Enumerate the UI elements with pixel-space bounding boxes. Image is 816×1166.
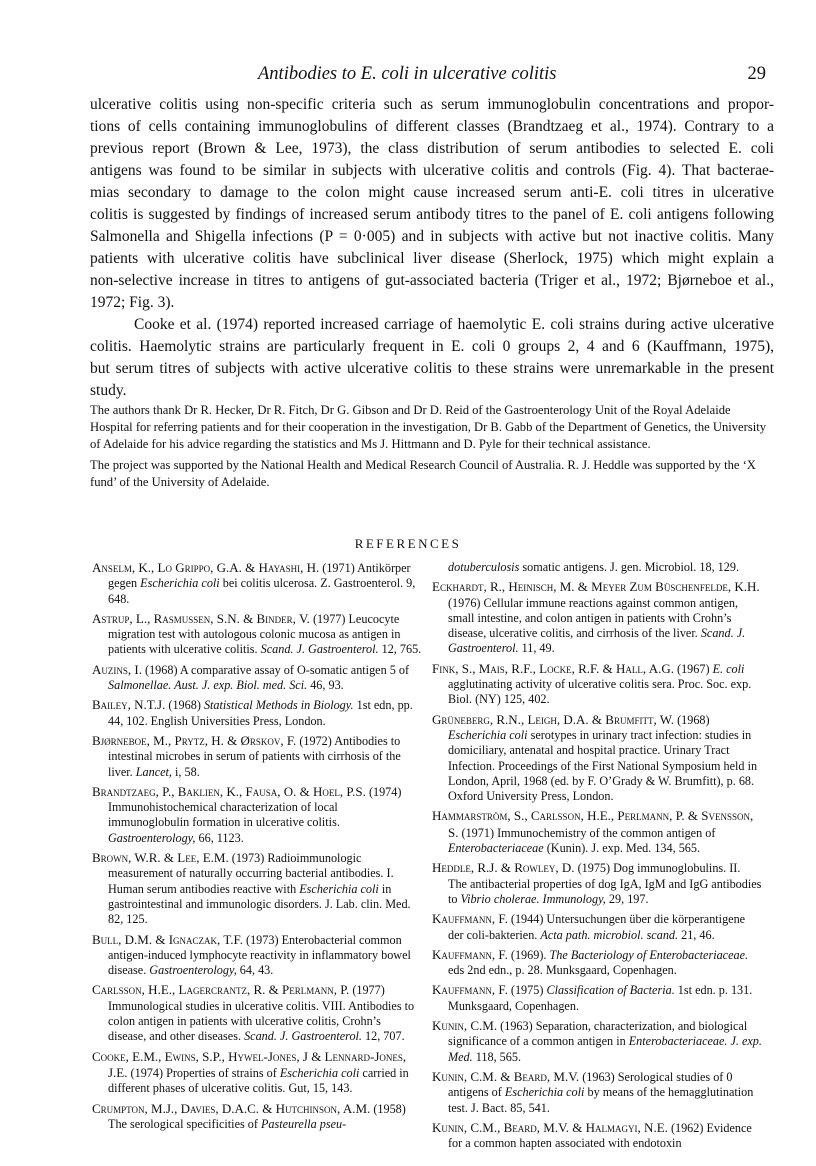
reference-source: agglutinating activity of ulcerative colitis sera. Proc. Soc. exp. Biol. (NY) 125, 402. xyxy=(448,677,752,707)
reference-text: (1968) A comparative assay of O-somatic antigen 5 of xyxy=(141,662,410,677)
reference-authors: Bjørneboe, M., Prytz, H. & Ørskov, F. xyxy=(92,732,297,748)
reference-authors: Brandtzaeg, P., Baklien, K., Fausa, O. & Hoel, P.S. xyxy=(92,783,366,799)
running-header xyxy=(90,64,770,90)
reference-entry xyxy=(432,808,762,856)
reference-entry xyxy=(432,1069,762,1116)
funding-paragraph: The project was supported by the National Health and Medical Research Council of Australia. R. J. Heddle was supported by the ‘X fund’ of the University of Adelaide. xyxy=(90,458,756,490)
body-line: Cooke et al. (1974) reported increased carriage of haemolytic E. coli strains during active ulcerative xyxy=(134,316,774,333)
reference-italic: Lancet, xyxy=(135,764,172,779)
reference-italic: Scand. J. Gastroenterol. xyxy=(260,642,379,657)
reference-entry xyxy=(92,662,422,694)
reference-authors: Cooke, E.M., Ewins, S.P., Hywel-Jones, J & Lennard-Jones, J.E. xyxy=(92,1048,407,1080)
reference-source: 12, 765. xyxy=(378,642,422,657)
reference-italic: Escherichia coli xyxy=(279,1065,360,1080)
reference-source: by means of the hemagglutination test. J. Bact. 85, 541. xyxy=(448,1085,754,1115)
reference-entry xyxy=(432,1018,762,1065)
reference-entry xyxy=(432,560,762,575)
reference-authors: Crumpton, M.J., Davies, D.A.C. & Hutchinson, A.M. xyxy=(92,1100,371,1116)
reference-text: (1968) xyxy=(165,698,204,713)
reference-text: (1975) Dog immunoglobulins. II. The antibacterial properties of dog IgA, IgM and IgG antibodies to xyxy=(448,861,762,906)
reference-authors: Heddle, R.J. & Rowley, D. xyxy=(432,860,575,876)
reference-italic: Enterobacteriaceae. J. exp. Med. xyxy=(448,1034,762,1064)
reference-text: (1974) Immunohistochemical characterization of local immunoglobulin formation in ulcerative colitis. xyxy=(108,784,402,830)
acknowledgement-paragraph: The authors thank Dr R. Hecker, Dr R. Fitch, Dr G. Gibson and Dr D. Reid of the Gastroenterology Unit of the Royal Adelaide Hospital for referring patients and for their cooperation in the investigation, Dr B. Gabb of the Department of Genetics, the University of Adelaide for his advice regarding the statistics and Ms J. Hittmann and D. Pyle for their technical assistance. xyxy=(90,403,767,451)
reference-source: i, 58. xyxy=(171,764,200,779)
references-right-column xyxy=(432,560,762,1155)
reference-source: 1st edn. p. 131. Munksgaard, Copenhagen. xyxy=(448,983,753,1013)
reference-text: (1967) xyxy=(673,661,713,676)
reference-text: (1974) Properties of strains of xyxy=(127,1065,280,1080)
reference-source: 11, 49. xyxy=(518,641,555,656)
reference-authors: Kauffmann, F. xyxy=(432,911,508,927)
page-number: 29 xyxy=(747,64,766,84)
reference-italic: Escherichia coli xyxy=(140,576,220,591)
reference-entry xyxy=(92,733,422,780)
references-heading: REFERENCES xyxy=(354,536,462,551)
body-line: patients with ulcerative colitis have subclinical liver disease (Sherlock, 1975) which might explain a xyxy=(90,250,774,267)
references-left-column xyxy=(92,560,422,1136)
body-line: ulcerative colitis using non-specific criteria such as serum immunoglobulin concentrations and propor- xyxy=(90,96,774,113)
reference-text: (1968) xyxy=(674,712,710,727)
reference-authors: Kauffmann, F. xyxy=(432,982,508,998)
body-line: antigens was found to be similar in subjects with ulcerative colitis and controls (Fig. 4). That bacterae- xyxy=(90,162,774,179)
reference-text: (1944) Untersuchungen über die körperantigene der coli-bakterien. xyxy=(448,912,746,942)
reference-entry xyxy=(92,932,422,979)
body-paragraph xyxy=(90,314,774,402)
reference-source: somatic antigens. J. gen. Microbiol. 18, 129. xyxy=(519,560,740,574)
reference-entry xyxy=(432,579,762,656)
reference-italic: The Bacteriology of Enterobacteriaceae. xyxy=(549,947,749,962)
reference-authors: Grüneberg, R.N., Leigh, D.A. & Brumfitt, W. xyxy=(432,711,675,727)
reference-authors: Kunin, C.M. & Beard, M.V. xyxy=(432,1068,580,1084)
body-line: tions of cells containing immunoglobulins of different classes (Brandtzaeg et al., 1974). Contrary to a xyxy=(90,118,774,135)
body-text xyxy=(90,94,774,402)
reference-source: eds 2nd edn., p. 28. Munksgaard, Copenhagen. xyxy=(448,963,677,978)
reference-italic: Salmonellae. Aust. J. exp. Biol. med. Sci. xyxy=(108,678,308,693)
reference-entry xyxy=(432,1120,762,1152)
body-line: study. xyxy=(90,382,127,399)
reference-source: 12, 707. xyxy=(361,1029,405,1044)
body-line: colitis. Haemolytic strains are particularly frequent in E. coli 0 groups 2, 4 and 6 (Kauffmann, 1975), xyxy=(90,338,774,355)
running-title: Antibodies to E. coli in ulcerative colitis xyxy=(258,64,557,84)
body-line: previous report (Brown & Lee, 1973), the class distribution of serum antibodies to selected E. coli xyxy=(90,140,774,157)
body-line: non-selective increase in titres to antigens of gut-associated bacteria (Triger et al., 1972; Bjørneboe et al., xyxy=(90,272,774,289)
reference-text: (1977) Leucocyte migration test with autologous colonic mucosa as antigen in patients with ulcerative colitis. xyxy=(108,611,401,657)
reference-italic: E. coli xyxy=(712,661,745,676)
reference-source: serotypes in urinary tract infection: studies in domiciliary, antenatal and hospital practice. Urinary Tract Infection. Proceedings of the First National Symposium held in London, April, 1968 (ed. by F. O’Grady & W. Brumfitt), p. 68. Oxford University Press, London. xyxy=(448,727,758,804)
reference-authors: Hammarström, S., Carlsson, H.E., Perlmann, P. & Svensson, S. xyxy=(432,808,754,840)
reference-source: bei colitis ulcerosa. Z. Gastroenterol. 9, 648. xyxy=(108,576,416,606)
reference-text: (1963) Serological studies of 0 antigens of xyxy=(448,1069,733,1100)
reference-entry xyxy=(432,911,762,943)
body-paragraph xyxy=(90,94,774,314)
reference-authors: Eckhardt, R., Heinisch, M. & Meyer Zum Büschenfelde, K.H. xyxy=(432,579,760,595)
body-line: 1972; Fig. 3). xyxy=(90,294,175,311)
reference-text: (1962) Evidence for a common hapten associated with endotoxin xyxy=(448,1120,752,1151)
reference-entry xyxy=(92,697,422,729)
reference-entry xyxy=(432,982,762,1014)
reference-italic: Scand. J. Gastroenterol. xyxy=(244,1029,362,1044)
reference-source: 29, 197. xyxy=(605,891,649,906)
reference-italic: Scand. J. Gastroenterol. xyxy=(448,626,746,656)
reference-source: 66, 1123. xyxy=(195,830,244,845)
reference-entry xyxy=(432,712,762,805)
reference-source: in gastrointestinal and immunologic disorders. J. Lab. clin. Med. 82, 125. xyxy=(108,881,411,927)
reference-text: (1971) Antikörper gegen xyxy=(108,561,411,591)
reference-text: (1976) Cellular immune reactions against common antigen, small intestine, and colon antigen in patients with Crohn’s disease, ulcerative colitis, and cirrhosis of the liver. xyxy=(448,595,739,641)
reference-text: (1971) Immunochemistry of the common antigen of xyxy=(458,825,716,840)
reference-authors: Auzins, I. xyxy=(92,661,142,677)
reference-authors: Anselm, K., Lo Grippo, G.A. & Hayashi, H. xyxy=(92,560,320,575)
reference-italic: Escherichia coli xyxy=(299,881,379,896)
reference-source: 64, 43. xyxy=(236,963,274,978)
reference-source: 1st edn, pp. 44, 102. English Universities Press, London. xyxy=(108,698,413,728)
reference-entry xyxy=(92,1101,422,1133)
reference-authors: Fink, S., Mais, R.F., Locke, R.F. & Hall, A.G. xyxy=(432,660,674,676)
reference-text: (1972) Antibodies to intestinal microbes in serum of patients with cirrhosis of the liver. xyxy=(108,733,401,779)
reference-authors: Kunin, C.M., Beard, M.V. & Halmagyi, N.E. xyxy=(432,1119,668,1135)
reference-authors: Kauffmann, F. xyxy=(432,946,508,962)
reference-italic: Escherichia coli xyxy=(448,727,528,742)
reference-entry xyxy=(92,560,422,607)
reference-authors: Bull, D.M. & Ignaczak, T.F. xyxy=(92,931,243,947)
reference-text: (1958) The serological specificities of xyxy=(108,1101,406,1131)
reference-entry xyxy=(92,784,422,846)
reference-entry xyxy=(92,611,422,658)
reference-authors: Bailey, N.T.J. xyxy=(92,697,166,713)
reference-entry xyxy=(92,982,422,1044)
reference-italic: Acta path. microbiol. scand. xyxy=(540,927,679,942)
reference-italic: Classification of Bacteria. xyxy=(546,983,675,998)
body-line: mias secondary to damage to the colon might cause increased serum anti-E. coli titres in ulcerative xyxy=(90,184,774,201)
body-line: colitis is suggested by findings of increased serum antibody titres to the panel of E. coli antigens following xyxy=(90,206,774,223)
reference-italic: Gastroenterology, xyxy=(108,830,196,845)
reference-authors: Astrup, L., Rasmussen, S.N. & Binder, V. xyxy=(92,610,310,626)
reference-italic: Vibrio cholerae. Immunology, xyxy=(460,891,606,906)
reference-entry xyxy=(432,947,762,979)
reference-text: (1973) Enterobacterial common antigen-induced lymphocyte reactivity in inflammatory bowel disease. xyxy=(108,932,411,978)
reference-authors: Carlsson, H.E., Lagercrantz, R. & Perlmann, P. xyxy=(92,982,350,998)
reference-italic: Pasteurella pseu- xyxy=(260,1116,347,1131)
reference-text: (1975) xyxy=(507,983,547,998)
reference-text: (1977) Immunological studies in ulcerative colitis. VIII. Antibodies to colon antigen in patients with ulcerative colitis, Crohn’s disease, and other diseases. xyxy=(108,983,415,1044)
reference-entry xyxy=(92,1049,422,1097)
reference-source: (Kunin). J. exp. Med. 134, 565. xyxy=(543,841,701,856)
reference-entry xyxy=(432,661,762,708)
body-line: Salmonella and Shigella infections (P = 0·005) and in subjects with active but not inactive colitis. Many xyxy=(90,228,774,245)
reference-source: 21, 46. xyxy=(678,927,715,942)
reference-entry xyxy=(432,860,762,907)
reference-authors: Brown, W.R. & Lee, E.M. xyxy=(92,850,229,866)
reference-italic: dotuberculosis xyxy=(448,560,520,574)
reference-authors: Kunin, C.M. xyxy=(432,1018,498,1034)
reference-source: 46, 93. xyxy=(307,678,344,693)
reference-entry xyxy=(92,850,422,927)
body-line: but serum titres of subjects with active ulcerative colitis to these strains were unremarkable in the present xyxy=(90,360,774,377)
reference-italic: Gastroenterology, xyxy=(149,963,237,978)
acknowledgements xyxy=(90,402,774,496)
reference-italic: Enterobacteriaceae xyxy=(448,841,544,856)
reference-italic: Escherichia coli xyxy=(504,1085,585,1100)
reference-text: (1973) Radioimmunologic measurement of naturally occurring bacterial antibodies. I. Human serum antibodies reactive with xyxy=(108,851,394,896)
reference-source: 118, 565. xyxy=(472,1049,522,1064)
reference-italic: Statistical Methods in Biology. xyxy=(203,698,354,713)
reference-source: carried in different phases of ulcerative colitis. Gut, 15, 143. xyxy=(108,1065,409,1096)
reference-text: (1969). xyxy=(507,947,550,962)
reference-text: (1963) Separation, characterization, and biological significance of a common antigen in xyxy=(448,1019,748,1049)
